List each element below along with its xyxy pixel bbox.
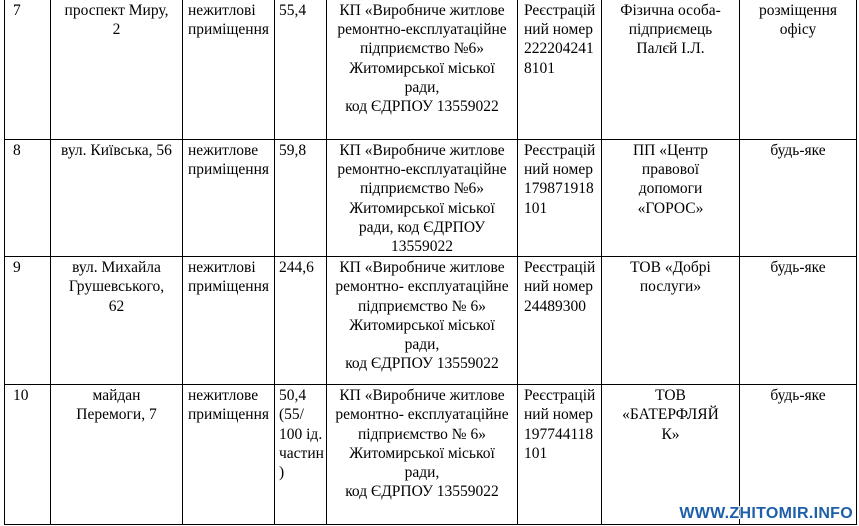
purpose-cell	[740, 140, 857, 257]
premises-type-line: нежитлове	[188, 387, 259, 405]
tenant-cell	[602, 140, 740, 257]
registration-cell	[518, 140, 602, 257]
tenant-line: «ГОРОС»	[637, 199, 704, 217]
address-line: майдан	[92, 387, 141, 405]
registration-line: ний номер	[524, 406, 593, 424]
tenant-line: підприємець	[628, 21, 713, 39]
registration-line: 8101	[524, 59, 555, 77]
table-body	[5, 0, 857, 525]
address-line: проспект Миру,	[64, 2, 169, 19]
premises-type-cell	[183, 140, 275, 257]
registration-cell	[518, 257, 602, 385]
owner-cell	[327, 385, 518, 525]
registration-line: 101	[524, 444, 548, 462]
premises-type-line: приміщення	[188, 21, 269, 39]
premises-type-line: нежитлове	[188, 142, 259, 159]
area-line: (55/	[279, 406, 304, 424]
premises-type-line: приміщення	[188, 406, 269, 424]
registration-line: Реєстрацій	[524, 259, 596, 277]
tenant-line: «БАТЕРФЛЯЙ	[622, 406, 719, 424]
row-number-cell	[5, 0, 51, 140]
owner-line: Житомирської міської	[349, 59, 495, 77]
registration-line: ний номер	[524, 278, 593, 296]
address-line: 62	[108, 297, 125, 315]
address-line: Перемоги, 7	[76, 406, 157, 424]
address-cell	[51, 385, 183, 525]
area-line: 59,8	[279, 142, 307, 159]
owner-line: Житомирської міської	[349, 444, 495, 462]
area-line: 100 ід.	[279, 425, 323, 443]
area-cell	[275, 140, 327, 257]
owner-line: код ЄДРПОУ 13559022	[345, 98, 499, 116]
tenant-line: ТОВ «Добрі	[630, 259, 711, 277]
purpose-cell	[740, 257, 857, 385]
registration-line: Реєстрацій	[524, 2, 596, 19]
registration-line: 101	[524, 199, 548, 217]
area-line: 55,4	[279, 2, 307, 19]
site-watermark: WWW.ZHITOMIR.INFO	[679, 505, 853, 522]
registration-line: ний номер	[524, 21, 593, 39]
premises-type-cell	[183, 0, 275, 140]
owner-line: ради,	[404, 336, 440, 354]
owner-line: КП «Виробниче житлове	[339, 2, 505, 19]
registration-cell	[518, 0, 602, 140]
area-line: 244,6	[279, 259, 314, 277]
premises-type-line: приміщення	[188, 278, 269, 296]
premises-type-line: нежитлові	[188, 2, 256, 19]
address-cell	[51, 0, 183, 140]
row-number: 10	[13, 387, 29, 405]
owner-line: ради,	[404, 78, 440, 96]
tenant-cell	[602, 385, 740, 525]
row-number-cell	[5, 140, 51, 257]
owner-line: підприємство № 6»	[358, 297, 486, 315]
registration-line: Реєстрацій	[524, 142, 596, 159]
area-cell	[275, 0, 327, 140]
purpose-line: будь-яке	[770, 259, 826, 277]
address-cell	[51, 257, 183, 385]
owner-line: код ЄДРПОУ 13559022	[345, 355, 499, 373]
owner-cell	[327, 0, 518, 140]
owner-line: 13559022	[391, 238, 453, 256]
address-line: Грушевського,	[68, 278, 165, 296]
row-number-cell	[5, 385, 51, 525]
owner-line: КП «Виробниче житлове	[339, 387, 505, 405]
tenant-line: Фізична особа-	[620, 2, 721, 19]
owner-line: підприємство № 6»	[358, 425, 486, 443]
premises-type-cell	[183, 257, 275, 385]
tenant-line: правової	[641, 161, 700, 179]
address-cell	[51, 140, 183, 257]
owner-line: код ЄДРПОУ 13559022	[345, 483, 499, 501]
purpose-line: будь-яке	[770, 387, 826, 405]
tenant-cell	[602, 0, 740, 140]
owner-line: ремонтно- експлуатаційне	[335, 406, 509, 424]
area-line: частин	[279, 444, 324, 462]
owner-line: Житомирської міської	[349, 199, 495, 217]
owner-line: ради,	[404, 464, 440, 482]
tenant-line: ТОВ	[655, 387, 686, 405]
tenant-line: Палєй І.Л.	[636, 40, 705, 58]
address-line: вул. Київська, 56	[61, 142, 172, 159]
row-number: 8	[13, 142, 21, 159]
area-cell	[275, 385, 327, 525]
table-row	[5, 0, 857, 140]
registration-line: 24489300	[524, 297, 586, 315]
area-cell	[275, 257, 327, 385]
registration-cell	[518, 385, 602, 525]
registration-line: Реєстрацій	[524, 387, 596, 405]
registration-line: ний номер	[524, 161, 593, 179]
owner-cell	[327, 257, 518, 385]
purpose-line: розміщення	[758, 2, 838, 19]
registration-line: 179871918	[524, 180, 594, 198]
premises-type-line: нежитлові	[188, 259, 256, 277]
row-number: 7	[13, 2, 21, 19]
owner-line: КП «Виробниче житлове	[339, 142, 505, 159]
purpose-cell	[740, 0, 857, 140]
registration-line: 222204241	[524, 40, 594, 58]
row-number: 9	[13, 259, 21, 277]
premises-type-cell	[183, 385, 275, 525]
tenant-line: ПП «Центр	[632, 142, 709, 159]
owner-line: підприємство №6»	[359, 40, 485, 58]
owner-line: КП «Виробниче житлове	[339, 259, 505, 277]
tenant-cell	[602, 257, 740, 385]
owner-line: підприємство №6»	[359, 180, 485, 198]
lease-table	[4, 0, 857, 525]
purpose-line: офісу	[779, 21, 817, 39]
tenant-line: допомоги	[638, 180, 703, 198]
owner-line: ремонтно-експлуатаційне	[337, 21, 507, 39]
row-number-cell	[5, 257, 51, 385]
purpose-cell	[740, 385, 857, 525]
owner-line: Житомирської міської	[349, 316, 495, 334]
premises-type-line: приміщення	[188, 161, 269, 179]
address-line: вул. Михайла	[72, 259, 161, 277]
registration-line: 197744118	[524, 425, 594, 443]
owner-line: ремонтно-експлуатаційне	[337, 161, 507, 179]
tenant-line: К»	[661, 425, 680, 443]
owner-line: ремонтно- експлуатаційне	[335, 278, 509, 296]
area-line: )	[279, 464, 285, 482]
owner-line: ради, код ЄДРПОУ	[358, 218, 486, 236]
table-row	[5, 140, 857, 257]
table-row	[5, 257, 857, 385]
purpose-line: будь-яке	[770, 142, 826, 159]
table-row	[5, 385, 857, 525]
address-line: 2	[112, 21, 121, 39]
tenant-line: послуги»	[639, 278, 702, 296]
area-line: 50,4	[279, 387, 307, 405]
owner-cell	[327, 140, 518, 257]
